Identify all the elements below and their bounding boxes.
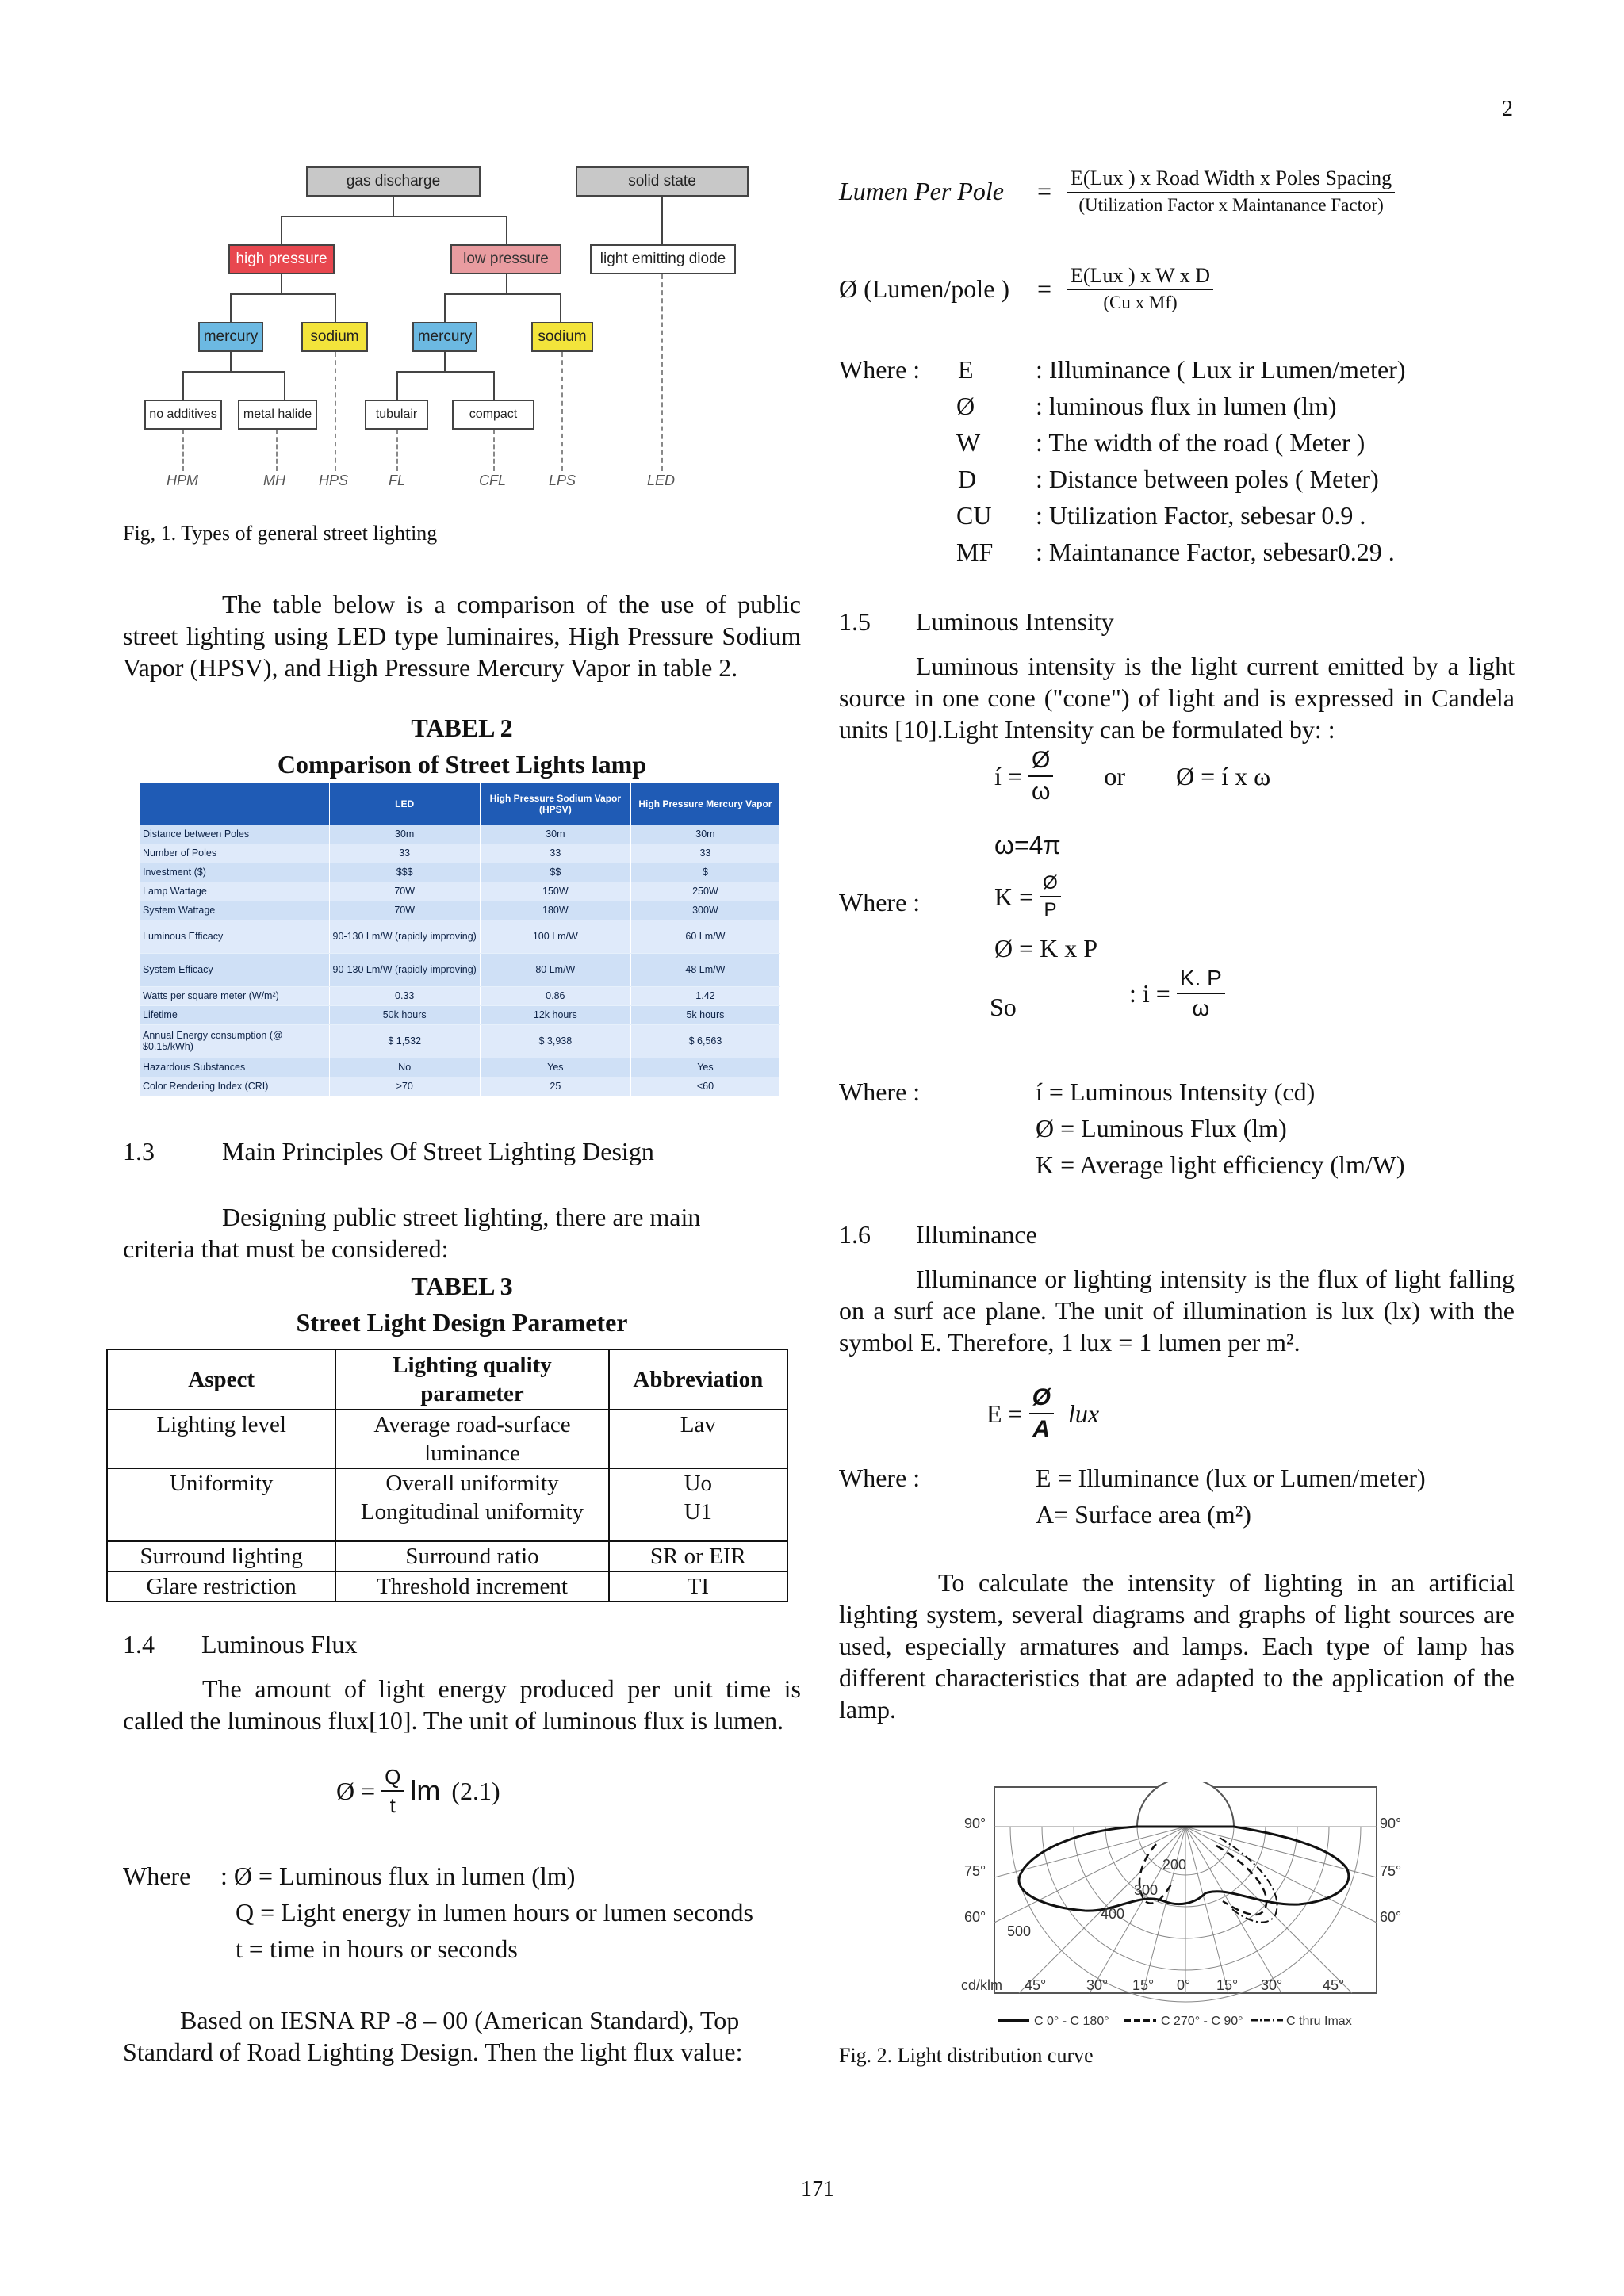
where-item: Q = Light energy in lumen hours or lumen seconds xyxy=(236,1898,753,1927)
table-row xyxy=(140,986,780,1005)
table-cell: 1.42 xyxy=(630,986,779,1005)
eq-tag: (2.1) xyxy=(451,1777,500,1805)
angle-label-right: 90° xyxy=(1380,1816,1402,1831)
connector xyxy=(396,371,398,400)
box-metal-halide: metal halide xyxy=(238,400,317,430)
eq-lhs: Ø = xyxy=(336,1777,376,1805)
table-cell: 30m xyxy=(329,825,480,844)
leaf-lps: LPS xyxy=(549,473,576,488)
eq-numerator: Ø xyxy=(1029,1386,1054,1414)
table-header-row xyxy=(107,1349,787,1410)
omega-equation: ω=4π xyxy=(994,831,1061,859)
intro-paragraph: The table below is a comparison of the use of public street lighting using LED type luminaires, High Pressure Sodium Vapor (HPSV), and High Pressure Mercury Vapor in table 2. xyxy=(123,590,801,682)
tabel3-title: TABEL 3 xyxy=(411,1272,513,1300)
connector xyxy=(281,274,282,293)
box-mercury-lp: mercury xyxy=(412,322,477,352)
phi-denominator: (Cu x Mf) xyxy=(1103,293,1178,312)
table-cell-line: Overall uniformity xyxy=(385,1471,559,1496)
bottom-angle-label: 30° xyxy=(1261,1977,1283,1993)
equation-k xyxy=(994,874,1061,920)
section-1-4-number: 1.4 xyxy=(123,1630,155,1659)
table-cell xyxy=(609,1468,787,1541)
table-cell: $$$ xyxy=(329,863,480,882)
section-1-3-text: Designing public street lighting, there are main criteria that must be considered: xyxy=(123,1203,701,1263)
table-cell: 5k hours xyxy=(630,1005,779,1024)
table-row xyxy=(140,1024,780,1058)
bottom-angle-label: 45° xyxy=(1025,1977,1047,1993)
table-cell: 90-130 Lm/W (rapidly improving) xyxy=(329,953,480,986)
eq-fraction xyxy=(1177,967,1225,1020)
eq-denominator: A xyxy=(1032,1416,1051,1442)
phi-fraction xyxy=(1067,266,1213,312)
radial-label: 500 xyxy=(1007,1923,1032,1939)
where-symbol: Ø xyxy=(956,392,975,420)
box-compact: compact xyxy=(452,400,534,430)
table-row xyxy=(107,1410,787,1468)
table-cell: 50k hours xyxy=(329,1005,480,1024)
table-cell: Investment ($) xyxy=(140,863,329,882)
table-cell: Surround ratio xyxy=(335,1541,608,1571)
equation-illuminance xyxy=(986,1386,1099,1441)
eq-numerator: Ø xyxy=(1040,874,1061,897)
connector xyxy=(444,352,446,371)
table-cell: Hazardous Substances xyxy=(140,1058,329,1077)
box-gas-discharge: gas discharge xyxy=(306,166,481,197)
eq-fraction xyxy=(1028,748,1053,804)
eq-lhs: K = xyxy=(994,882,1034,911)
table-cell: Yes xyxy=(480,1058,630,1077)
connector xyxy=(444,293,446,322)
table-cell: Number of Poles xyxy=(140,844,329,863)
table-cell: Threshold increment xyxy=(335,1571,608,1601)
connector xyxy=(281,216,508,217)
phi-numerator: E(Lux ) x W x D xyxy=(1067,266,1213,290)
eq-denominator: t xyxy=(389,1793,396,1817)
table-cell: 0.86 xyxy=(480,986,630,1005)
table-cell: 250W xyxy=(630,882,779,901)
table-cell: Distance between Poles xyxy=(140,825,329,844)
table-cell: Luminous Efficacy xyxy=(140,920,329,953)
dash-line xyxy=(396,430,398,471)
box-sodium-lp: sodium xyxy=(531,322,593,352)
box-solid-state: solid state xyxy=(576,166,749,197)
leaf-led: LED xyxy=(647,473,676,488)
connector xyxy=(182,371,184,400)
where-definition: : Maintanance Factor, sebesar0.29 . xyxy=(1036,538,1395,566)
where-label-illuminance: Where : xyxy=(839,1464,921,1492)
connector xyxy=(661,197,663,244)
connector xyxy=(335,293,336,322)
table-cell: No xyxy=(329,1058,480,1077)
where-symbol: D xyxy=(958,465,977,493)
where-symbol-cu: CU xyxy=(956,501,992,530)
connector xyxy=(230,352,232,371)
table-cell: 300W xyxy=(630,901,779,920)
table-cell: 25 xyxy=(480,1077,630,1096)
table-cell: Lifetime xyxy=(140,1005,329,1024)
table-cell: $ 3,938 xyxy=(480,1024,630,1058)
bottom-angle-label: 15° xyxy=(1216,1977,1239,1993)
eq-alternative: Ø = í x ω xyxy=(1176,762,1271,790)
table-row xyxy=(140,825,780,844)
unit-label: cd/klm xyxy=(961,1977,1003,1993)
box-low-pressure: low pressure xyxy=(450,244,561,274)
section-1-6-text: Illuminance or lighting intensity is the flux of light falling on a surf ace plane. The unit of illumination is lux (lx) with the symbol E. Therefore, 1 lux = 1 lumen per m². xyxy=(839,1265,1515,1357)
table-row xyxy=(140,1077,780,1096)
table-cell: 80 Lm/W xyxy=(480,953,630,986)
calc-paragraph: To calculate the intensity of lighting in an artificial lighting system, several diagrams and graphs of light sources are used, especially armatures and lamps. Each type of lamp has different characteristics that are adapted to the application of the lamp. xyxy=(839,1568,1515,1724)
fig2-caption: Fig. 2. Light distribution curve xyxy=(839,2044,1094,2067)
connector xyxy=(284,371,285,400)
box-no-additives: no additives xyxy=(144,400,222,430)
table-cell: Average road-surface luminance xyxy=(335,1410,608,1468)
fig1-diagram xyxy=(119,151,726,515)
dash-line xyxy=(276,430,278,471)
table-row xyxy=(140,1058,780,1077)
equals-sign: = xyxy=(1037,274,1052,303)
connector xyxy=(444,293,561,295)
table-cell: 70W xyxy=(329,901,480,920)
table-cell: $ 1,532 xyxy=(329,1024,480,1058)
lpp-denominator: (Utilization Factor x Maintanance Factor) xyxy=(1078,195,1384,215)
where-definition: : Illuminance ( Lux ir Lumen/meter) xyxy=(1036,355,1406,384)
bottom-angle-label: 45° xyxy=(1323,1977,1345,1993)
leaf-hps: HPS xyxy=(319,473,349,488)
eq-denominator: P xyxy=(1044,899,1057,920)
table-cell: 70W xyxy=(329,882,480,901)
table-row xyxy=(140,863,780,882)
box-led: light emitting diode xyxy=(590,244,736,274)
tabel2-comparison xyxy=(140,783,780,1096)
lpp-numerator: E(Lux ) x Road Width x Poles Spacing xyxy=(1067,168,1395,193)
table-cell: Yes xyxy=(630,1058,779,1077)
section-1-5-number: 1.5 xyxy=(839,607,871,636)
connector xyxy=(560,293,561,322)
connector xyxy=(493,371,495,400)
where-symbol-mf: MF xyxy=(956,538,994,566)
table-cell: 100 Lm/W xyxy=(480,920,630,953)
bottom-angle-label: 30° xyxy=(1086,1977,1109,1993)
leaf-mh: MH xyxy=(263,473,285,488)
table-cell: 48 Lm/W xyxy=(630,953,779,986)
phi-label: Ø (Lumen/pole ) xyxy=(839,274,1010,303)
eq-fraction xyxy=(1040,874,1061,920)
table-header: High Pressure Sodium Vapor (HPSV) xyxy=(480,783,630,825)
table-cell: 30m xyxy=(630,825,779,844)
where-definition: : luminous flux in lumen (lm) xyxy=(1036,392,1337,420)
table-cell: SR or EIR xyxy=(609,1541,787,1571)
leaf-cfl: CFL xyxy=(479,473,507,488)
table-cell: Watts per square meter (W/m²) xyxy=(140,986,329,1005)
angle-label-left: 60° xyxy=(964,1909,986,1925)
legend-label: C 270° - C 90° xyxy=(1161,2015,1243,2028)
table-cell: Lighting level xyxy=(107,1410,335,1468)
table-cell: Lav xyxy=(609,1410,787,1468)
where-item: Ø = Luminous Flux (lm) xyxy=(1036,1114,1287,1142)
connector xyxy=(393,197,394,216)
where-label-intensity: Where : xyxy=(839,1077,921,1106)
box-tubulair: tubulair xyxy=(365,400,428,430)
table-row xyxy=(107,1541,787,1571)
where-item: t = time in hours or seconds xyxy=(236,1934,518,1963)
dash-line xyxy=(182,430,184,471)
section-1-3-title: Main Principles Of Street Lighting Design xyxy=(222,1137,654,1165)
leaf-hpm: HPM xyxy=(167,473,198,488)
table-header-row xyxy=(140,783,780,825)
dash-line xyxy=(661,274,663,471)
table-cell: 33 xyxy=(630,844,779,863)
table-row xyxy=(140,1005,780,1024)
where-label-right: Where : xyxy=(839,355,921,384)
table-header: Lighting quality parameter xyxy=(335,1349,608,1410)
where-item: A= Surface area (m²) xyxy=(1036,1500,1251,1529)
page-number-top: 2 xyxy=(1502,97,1513,121)
angle-label-right: 75° xyxy=(1380,1863,1402,1879)
phi-lumen-pole-equation xyxy=(839,266,1213,312)
connector xyxy=(182,371,285,373)
connector xyxy=(506,274,508,293)
table-cell-line: U1 xyxy=(684,1499,713,1525)
eq-lhs: E = xyxy=(986,1399,1023,1428)
eq-denominator: ω xyxy=(1031,779,1051,805)
eq-lhs: : i = xyxy=(1129,979,1170,1008)
table-header: LED xyxy=(329,783,480,825)
tabel2-title: TABEL 2 xyxy=(411,714,513,742)
table-cell: Lamp Wattage xyxy=(140,882,329,901)
equation-intensity xyxy=(994,748,1270,804)
table-row xyxy=(107,1571,787,1601)
eq-fraction xyxy=(1029,1386,1054,1441)
section-1-5-title: Luminous Intensity xyxy=(916,607,1114,636)
where-definition: : Utilization Factor, sebesar 0.9 . xyxy=(1036,501,1366,530)
eq-unit: lm xyxy=(410,1774,441,1807)
angle-label-left: 90° xyxy=(964,1816,986,1831)
bottom-angle-label: 0° xyxy=(1177,1977,1191,1993)
radial-label: 300 xyxy=(1134,1882,1159,1898)
where-label-left: Where xyxy=(123,1862,191,1890)
angle-label-right: 60° xyxy=(1380,1909,1402,1925)
lumen-per-pole-equation xyxy=(839,168,1395,214)
angle-label-left: 75° xyxy=(964,1863,986,1879)
where-item: K = Average light efficiency (lm/W) xyxy=(1036,1150,1405,1179)
radial-label: 400 xyxy=(1101,1906,1125,1922)
table-row xyxy=(140,882,780,901)
table-row xyxy=(140,920,780,953)
connector xyxy=(506,216,508,244)
fig2-polar-diagram xyxy=(958,1782,1402,2052)
connector xyxy=(230,293,232,322)
box-high-pressure: high pressure xyxy=(228,244,335,274)
table-cell: System Wattage xyxy=(140,901,329,920)
where-definition: : Distance between poles ( Meter) xyxy=(1036,465,1379,493)
table-cell: 60 Lm/W xyxy=(630,920,779,953)
eq-or: or xyxy=(1104,762,1126,790)
lpp-label: Lumen Per Pole xyxy=(839,177,1004,205)
table-cell: Surround lighting xyxy=(107,1541,335,1571)
connector xyxy=(230,293,336,295)
fig1-caption: Fig, 1. Types of general street lighting xyxy=(123,522,438,545)
so-label: So xyxy=(990,993,1017,1021)
table-cell: 30m xyxy=(480,825,630,844)
dash-line xyxy=(493,430,495,471)
box-sodium-hp: sodium xyxy=(301,322,368,352)
table-cell: 33 xyxy=(329,844,480,863)
table-cell: 90-130 Lm/W (rapidly improving) xyxy=(329,920,480,953)
radial-label: 200 xyxy=(1162,1857,1187,1873)
leaf-fl: FL xyxy=(389,473,406,488)
table-header: Abbreviation xyxy=(609,1349,787,1410)
bottom-angle-label: 15° xyxy=(1132,1977,1155,1993)
eq-denominator: ω xyxy=(1192,996,1210,1020)
where-label-k: Where : xyxy=(839,888,921,916)
where-symbol: E xyxy=(958,355,974,384)
legend-label: C 0° - C 180° xyxy=(1034,2015,1109,2028)
equals-sign: = xyxy=(1037,177,1052,205)
table-cell: 33 xyxy=(480,844,630,863)
section-1-4-title: Luminous Flux xyxy=(201,1630,358,1659)
table-row xyxy=(107,1468,787,1541)
table-cell: Annual Energy consumption (@ $0.15/kWh) xyxy=(140,1024,329,1058)
dash-line xyxy=(335,352,336,471)
where-definition: : The width of the road ( Meter ) xyxy=(1036,428,1365,457)
connector xyxy=(281,216,282,244)
tabel2-subtitle: Comparison of Street Lights lamp xyxy=(277,750,647,779)
table-cell: 0.33 xyxy=(329,986,480,1005)
where-item: E = Illuminance (lux or Lumen/meter) xyxy=(1036,1464,1426,1492)
table-cell-line: Longitudinal uniformity xyxy=(360,1499,584,1525)
tabel3-subtitle: Street Light Design Parameter xyxy=(296,1308,628,1337)
tabel3-design-parameters xyxy=(106,1349,788,1602)
table-cell: $$ xyxy=(480,863,630,882)
section-1-6-title: Illuminance xyxy=(916,1220,1037,1249)
section-1-3-number: 1.3 xyxy=(123,1137,155,1165)
table-cell: <60 xyxy=(630,1077,779,1096)
table-cell-line: Uo xyxy=(684,1471,713,1496)
table-cell: $ 6,563 xyxy=(630,1024,779,1058)
polar-grid xyxy=(994,1782,1377,2002)
table-cell: 150W xyxy=(480,882,630,901)
table-cell: Glare restriction xyxy=(107,1571,335,1601)
equation-2-1 xyxy=(336,1766,500,1816)
eq-lhs: í = xyxy=(994,762,1022,790)
table-cell: Color Rendering Index (CRI) xyxy=(140,1077,329,1096)
table-cell: System Efficacy xyxy=(140,953,329,986)
equation-i-kp xyxy=(1129,967,1225,1020)
eq-numerator: K. P xyxy=(1177,967,1225,994)
lpp-fraction xyxy=(1067,168,1395,214)
section-1-4-text: The amount of light energy produced per unit time is called the luminous flux[10]. The unit of luminous flux is lumen. xyxy=(123,1674,801,1735)
equation-phi-kp: Ø = K x P xyxy=(994,934,1098,962)
table-row xyxy=(140,844,780,863)
table-cell: TI xyxy=(609,1571,787,1601)
box-mercury-hp: mercury xyxy=(198,322,263,352)
table-cell xyxy=(335,1468,608,1541)
dash-line xyxy=(561,352,563,471)
table-header xyxy=(140,783,329,825)
eq-numerator: Q xyxy=(381,1766,404,1792)
table-row xyxy=(140,901,780,920)
legend-label: C thru Imax xyxy=(1286,2015,1352,2028)
where-symbol: W xyxy=(956,428,981,457)
section-1-6-number: 1.6 xyxy=(839,1220,871,1249)
table-cell: Uniformity xyxy=(107,1468,335,1541)
where-item: : Ø = Luminous flux in lumen (lm) xyxy=(220,1862,576,1890)
eq-unit: lux xyxy=(1067,1399,1100,1428)
section-1-5-text: Luminous intensity is the light current emitted by a light source in one cone ("cone") of light and is expressed in Candela units [10].Light Intensity can be formulated by: : xyxy=(839,652,1515,744)
iesna-paragraph: Based on IESNA RP -8 – 00 (American Standard), Top Standard of Road Lighting Design. Then the light flux value: xyxy=(123,2006,743,2066)
table-cell: 12k hours xyxy=(480,1005,630,1024)
table-header: High Pressure Mercury Vapor xyxy=(630,783,779,825)
table-row xyxy=(140,953,780,986)
table-cell: >70 xyxy=(329,1077,480,1096)
table-cell: $ xyxy=(630,863,779,882)
eq-numerator: Ø xyxy=(1028,748,1053,777)
table-header: Aspect xyxy=(107,1349,335,1410)
eq-fraction xyxy=(381,1766,404,1816)
table-cell: 180W xyxy=(480,901,630,920)
where-item: í = Luminous Intensity (cd) xyxy=(1036,1077,1316,1106)
connector xyxy=(396,371,495,373)
page-number-bottom: 171 xyxy=(801,2177,834,2202)
